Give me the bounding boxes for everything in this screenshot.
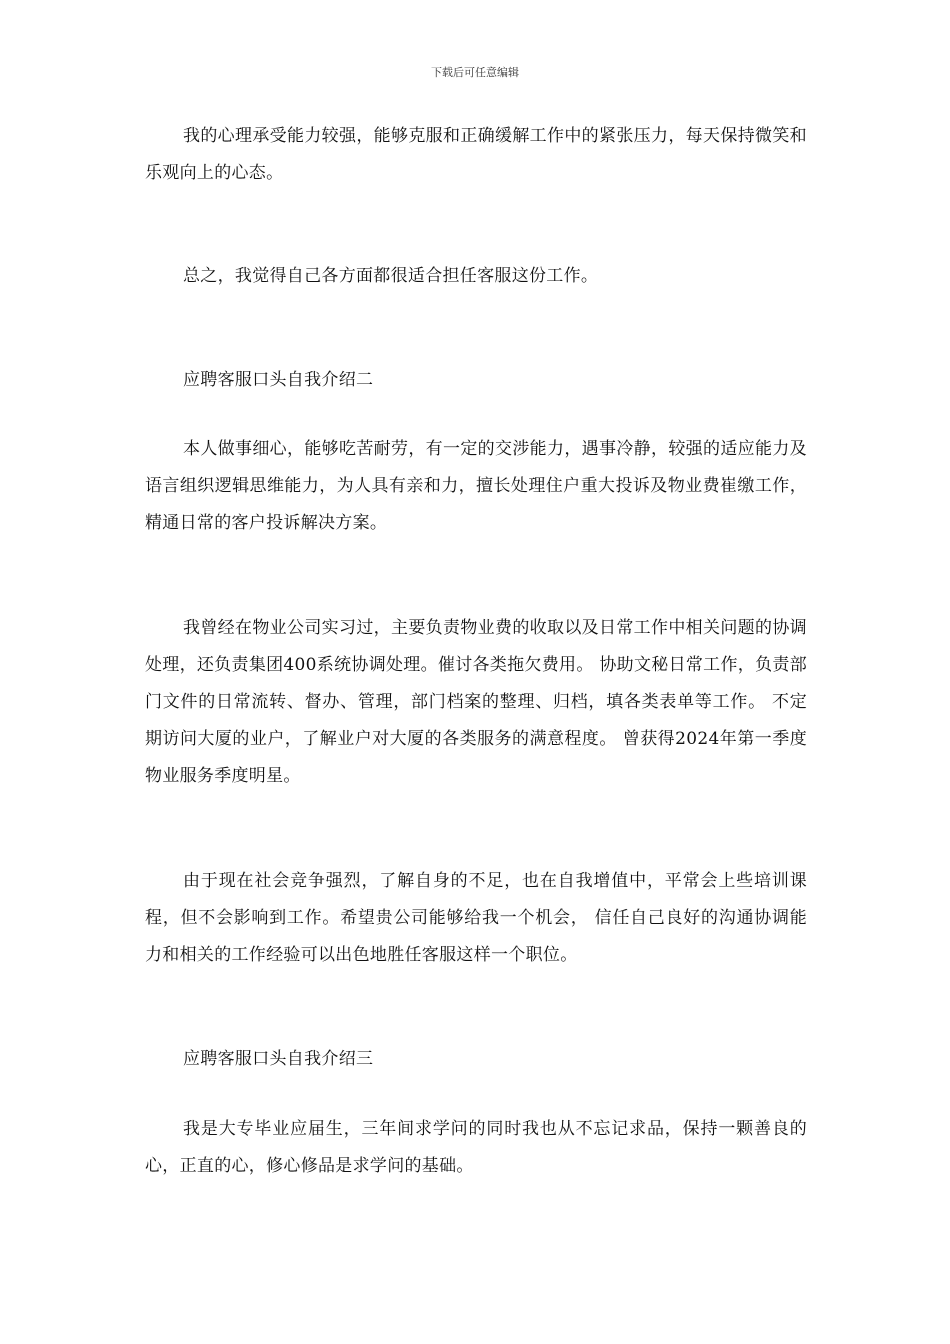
- paragraph-summary: 总之，我觉得自己各方面都很适合担任客服这份工作。: [183, 266, 599, 286]
- section-heading-3: 应聘客服口头自我介绍三: [183, 1049, 374, 1069]
- page-header: 下载后可任意编辑: [431, 66, 519, 79]
- section-heading-2: 应聘客服口头自我介绍二: [183, 370, 374, 390]
- paragraph-graduate: 我是大专毕业应届生，三年间求学问的同时我也从不忘记求品，保持一颗善良的心，正直的心，修心修品是求学问的基础。: [145, 1119, 807, 1176]
- paragraph-stress-tolerance: 我的心理承受能力较强，能够克服和正确缓解工作中的紧张压力，每天保持微笑和乐观向上的心态。: [145, 126, 807, 183]
- paragraph-motivation: 由于现在社会竞争强烈，了解自身的不足，也在自我增值中，平常会上些培训课程，但不会影响到工作。希望贵公司能够给我一个机会， 信任自己良好的沟通协调能力和相关的工作经验可以出色地胜任客服这样一个职位。: [145, 871, 807, 965]
- paragraph-personality: 本人做事细心，能够吃苦耐劳，有一定的交涉能力，遇事冷静，较强的适应能力及语言组织逻辑思维能力，为人具有亲和力，擅长处理住户重大投诉及物业费崔缴工作，精通日常的客户投诉解决方案。: [145, 439, 807, 533]
- paragraph-internship: 我曾经在物业公司实习过，主要负责物业费的收取以及日常工作中相关问题的协调处理，还负责集团400系统协调处理。催讨各类拖欠费用。 协助文秘日常工作，负责部门文件的日常流转、督办、管理，部门档案的整理、归档，填各类表单等工作。 不定期访问大厦的业户，了解业户对大厦的各类服务的满意程度。 曾获得2024年第一季度物业服务季度明星。: [145, 618, 807, 786]
